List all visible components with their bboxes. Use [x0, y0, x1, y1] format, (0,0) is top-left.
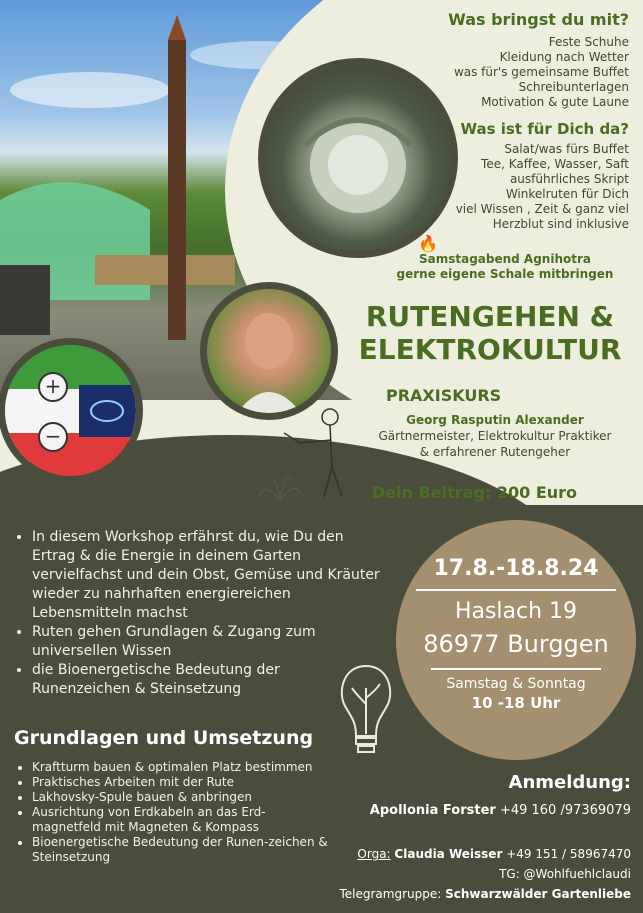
contact-phone[interactable]: +49 160 /97369079	[499, 803, 631, 818]
orga-name: Claudia Weisser	[394, 847, 503, 861]
headline	[342, 300, 638, 366]
event-info	[396, 556, 636, 712]
person-icon	[207, 289, 331, 413]
water-splash-icon	[255, 462, 305, 502]
event-days: Samstag & Sonntag	[446, 676, 586, 692]
headline-line: RUTENGEHEN &	[365, 300, 615, 333]
teacher-role: Gärtnermeister, Elektrokultur Praktiker	[378, 429, 612, 443]
bring-item: Schreibunterlagen	[518, 80, 629, 94]
bring-title: Was bringst du mit?	[448, 10, 629, 29]
workshop-point: • Ruten gehen Grundlagen & Zugang zum universellen Wissen	[32, 623, 382, 661]
telegram-handle[interactable]: TG: @Wohlfuehlclaudi	[499, 867, 631, 881]
provided-item: Tee, Kaffee, Wasser, Saft	[481, 157, 629, 171]
registration-section	[311, 772, 631, 818]
bring-item: was für's gemeinsame Buffet	[453, 65, 629, 79]
contact-name: Apollonia Forster	[369, 803, 496, 818]
basics-item: • Lakhovsky-Spule bauen & anbringen	[32, 790, 332, 805]
organizer-block	[271, 844, 631, 904]
provided-item: ausführliches Skript	[509, 172, 629, 186]
provided-item: Winkelruten für Dich	[505, 187, 629, 201]
event-city: 86977 Burggen	[423, 630, 609, 658]
basics-item: • Bioenergetische Bedeutung der Runen-zeichen & Steinsetzung	[32, 835, 332, 865]
teacher-name: Georg Rasputin Alexander	[406, 413, 584, 427]
agnihotra-note	[380, 252, 630, 282]
portrait-photo	[200, 282, 338, 420]
workshop-point: • In diesem Workshop erfährst du, wie Du den Ertrag & die Energie in deinem Garten vervielfachst und dein Obst, Gemüse und Kräuter wieder zu nahrhaften energiereichen Lebensmitteln machst	[32, 528, 382, 623]
provided-item: Salat/was fürs Buffet	[504, 142, 629, 156]
agnihotra-line: Samstagabend Agnihotra	[418, 252, 592, 266]
provided-item: Herzblut sind inklusive	[492, 217, 629, 231]
telegram-group-label: Telegramgruppe:	[339, 887, 442, 901]
basics-title: Grundlagen und Umsetzung	[14, 727, 314, 749]
svg-text:+: +	[44, 374, 62, 398]
bring-item: Kleidung nach Wetter	[499, 50, 629, 64]
event-street: Haslach 19	[454, 599, 578, 624]
event-dates: 17.8.-18.8.24	[433, 556, 599, 581]
workshop-list	[10, 528, 382, 699]
agnihotra-line: gerne eigene Schale mitbringen	[396, 267, 614, 281]
registration-title: Anmeldung:	[508, 772, 631, 793]
event-hours: 10 -18 Uhr	[471, 694, 561, 712]
workshop-point: • die Bioenergetische Bedeutung der Runenzeichen & Steinsetzung	[32, 661, 382, 699]
course-fee: Dein Beitrag: 200 Euro	[372, 483, 578, 502]
provided-title: Was ist für Dich da?	[460, 120, 629, 138]
polarity-icon	[5, 345, 136, 476]
fire-icon: 🔥	[418, 234, 438, 253]
basics-item: • Kraftturm bauen & optimalen Platz bestimmen	[32, 760, 332, 775]
basics-item: • Praktisches Arbeiten mit der Rute	[32, 775, 332, 790]
teacher-block	[355, 412, 635, 460]
provided-section	[429, 120, 629, 232]
electro-circle	[0, 338, 143, 483]
basics-item: • Ausrichtung von Erdkabeln an das Erd-magnetfeld mit Magneten & Kompass	[32, 805, 332, 835]
headline-line: ELEKTROKULTUR	[358, 333, 622, 366]
lightbulb-plant-icon	[334, 660, 398, 772]
bring-item: Motivation & gute Laune	[481, 95, 629, 109]
telegram-group-name[interactable]: Schwarzwälder Gartenliebe	[445, 887, 631, 901]
orga-label: Orga:	[357, 847, 391, 861]
course-type: PRAXISKURS	[386, 386, 502, 405]
bring-section	[329, 10, 629, 110]
bring-item: Feste Schuhe	[548, 35, 629, 49]
teacher-role: & erfahrener Rutengeher	[419, 445, 571, 459]
provided-item: viel Wissen , Zeit & ganz viel	[455, 202, 629, 216]
orga-phone[interactable]: +49 151 / 58967470	[506, 847, 631, 861]
svg-text:−: −	[44, 424, 62, 448]
